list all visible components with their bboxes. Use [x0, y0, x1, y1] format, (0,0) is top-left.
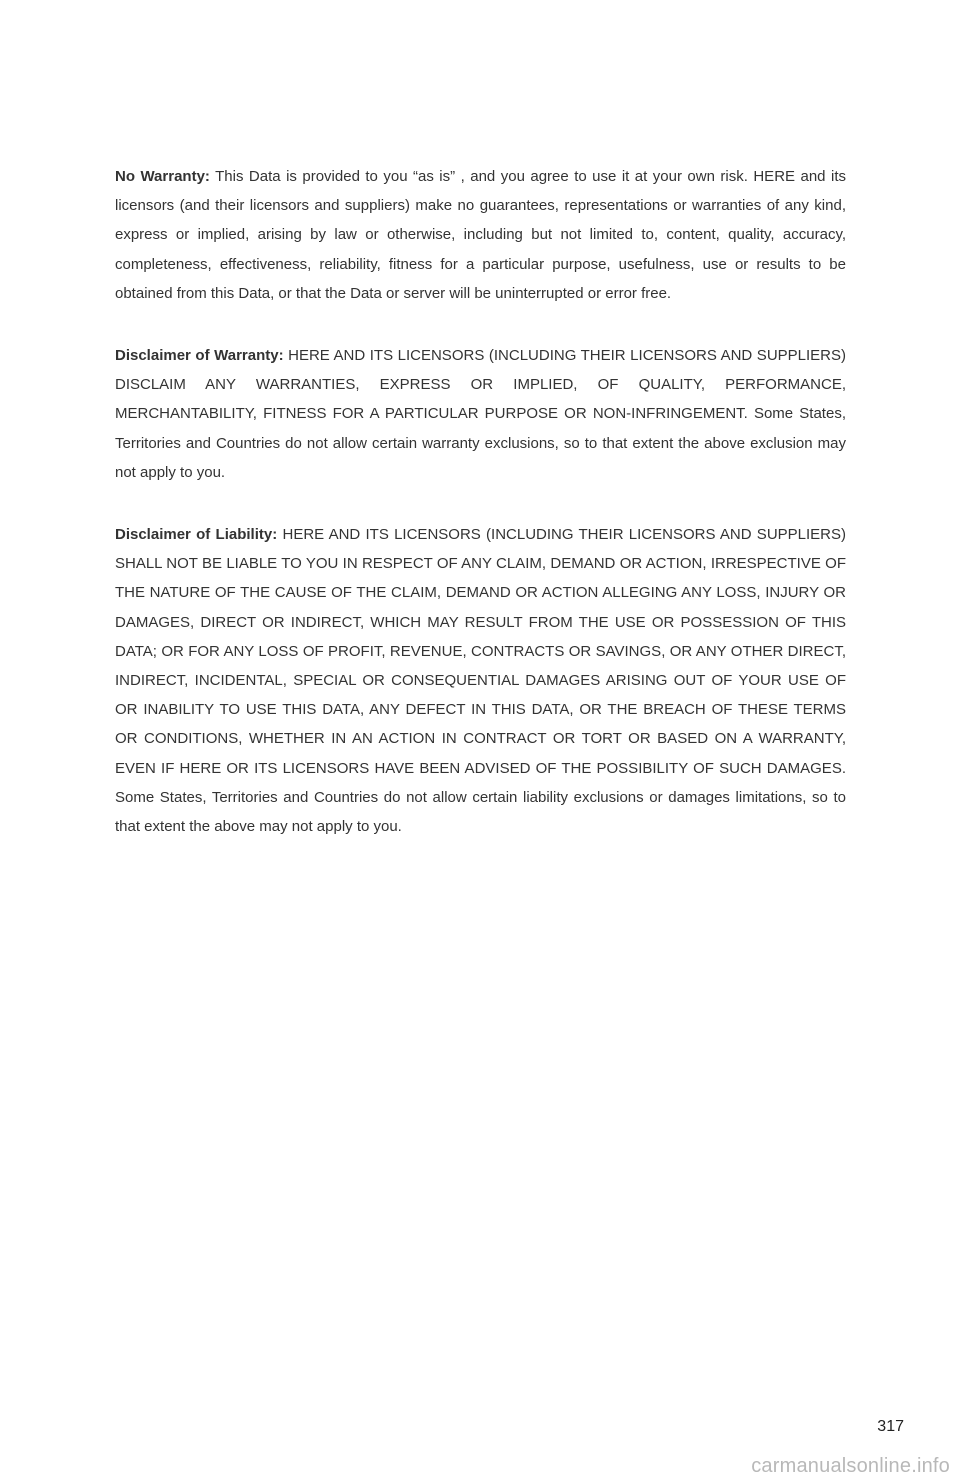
disclaimer-of-warranty-text: HERE AND ITS LICENSORS (INCLUDING THEIR LICENSORS AND SUPPLIERS) DISCLAIM ANY WARRANTIES, EXPRESS OR IMPLIED, OF QUALITY, PERFORMANCE, MERCHANTABILITY, FITNESS FOR A PARTICULAR PURPOSE OR NON-INFRINGEMENT. Some States, Territories and Countries do not allow certain warranty exclusions, so to that extent the above exclusion may not apply to you.: [115, 347, 847, 481]
document-body: [115, 162, 846, 874]
no-warranty-paragraph: [115, 162, 846, 308]
watermark: carmanualsonline.info: [751, 1455, 950, 1477]
no-warranty-text: This Data is provided to you “as is” , and you agree to use it at your own risk. HERE and its licensors (and their licensors and suppliers) make no guarantees, representations or warranties of any kind, express or implied, arising by law or otherwise, including but not limited to, content, quality, accuracy, completeness, effectiveness, reliability, fitness for a particular purpose, usefulness, use or results to be obtained from this Data, or that the Data or server will be uninterrupted or error free.: [115, 168, 846, 302]
page-number: 317: [877, 1418, 904, 1435]
disclaimer-of-liability-text: HERE AND ITS LICENSORS (INCLUDING THEIR LICENSORS AND SUPPLIERS) SHALL NOT BE LIABLE TO YOU IN RESPECT OF ANY CLAIM, DEMAND OR ACTION, IRRESPECTIVE OF THE NATURE OF THE CAUSE OF THE CLAIM, DEMAND OR ACTION ALLEGING ANY LOSS, INJURY OR DAMAGES, DIRECT OR INDIRECT, WHICH MAY RESULT FROM THE USE OR POSSESSION OF THIS DATA; OR FOR ANY LOSS OF PROFIT, REVENUE, CONTRACTS OR SAVINGS, OR ANY OTHER DIRECT, INDIRECT, INCIDENTAL, SPECIAL OR CONSEQUENTIAL DAMAGES ARISING OUT OF YOUR USE OF OR INABILITY TO USE THIS DATA, ANY DEFECT IN THIS DATA, OR THE BREACH OF THESE TERMS OR CONDITIONS, WHETHER IN AN ACTION IN CONTRACT OR TORT OR BASED ON A WARRANTY, EVEN IF HERE OR ITS LICENSORS HAVE BEEN ADVISED OF THE POSSIBILITY OF SUCH DAMAGES. Some States, Territories and Countries do not allow certain liability exclusions or damages limitations, so to that extent the above may not apply to you.: [115, 526, 847, 836]
no-warranty-label: No Warranty:: [115, 168, 210, 185]
disclaimer-of-liability-label: Disclaimer of Liability:: [115, 526, 278, 544]
disclaimer-of-liability-paragraph: [115, 520, 846, 841]
disclaimer-of-warranty-label: Disclaimer of Warranty:: [115, 347, 284, 365]
disclaimer-of-warranty-paragraph: [115, 341, 846, 487]
